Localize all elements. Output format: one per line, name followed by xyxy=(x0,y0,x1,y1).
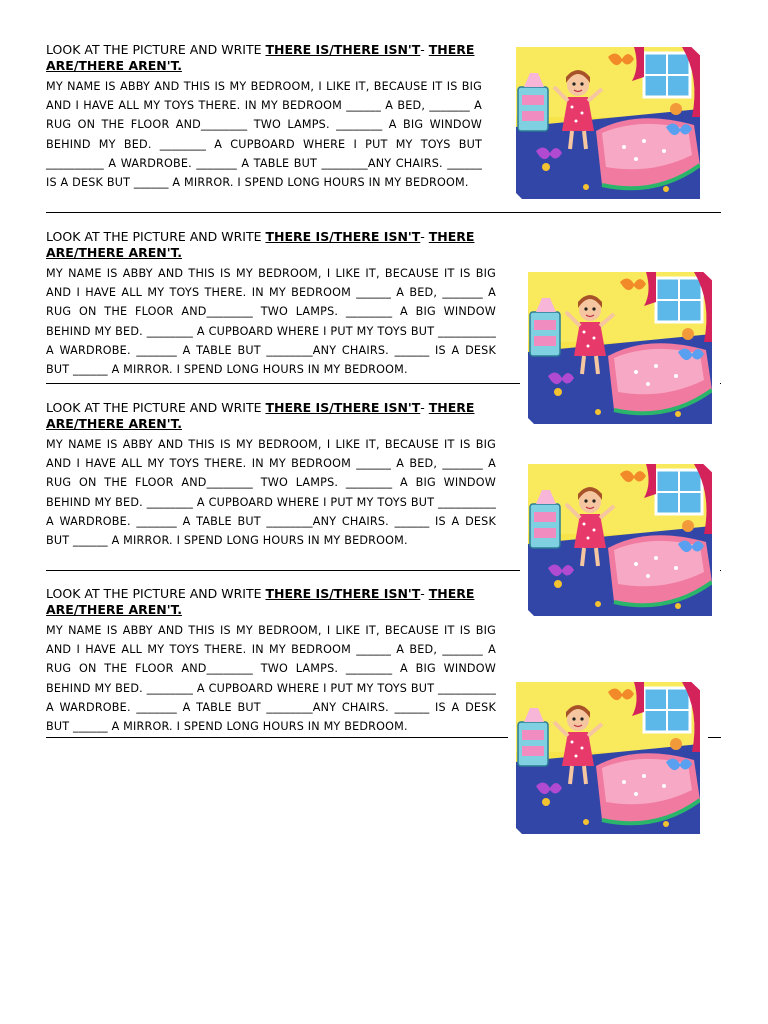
instruction-keyword-are: THERE ARE/THERE AREN'T. xyxy=(46,42,475,73)
instruction-4 xyxy=(46,586,482,618)
instruction-keyword-is: THERE IS/THERE ISN'T xyxy=(265,400,421,415)
exercise-paragraph-1: MY NAME IS ABBY AND THIS IS MY BEDROOM, I LIKE IT, BECAUSE IT IS BIG AND I HAVE ALL MY TOYS THERE. IN MY BEDROOM ______ A BED, _______ A RUG ON THE FLOOR AND________ TWO LAMPS. ________ A BIG WINDOW BEHIND MY BED. ________ A CUPBOARD WHERE I PUT MY TOYS BUT __________ A WARDROBE. _______ A TABLE BUT ________ANY CHAIRS. ______ IS A DESK BUT ______ A MIRROR. I SPEND LONG HOURS IN MY BEDROOM. xyxy=(46,80,482,190)
divider-1 xyxy=(46,212,721,213)
exercise-1 xyxy=(46,42,482,192)
instruction-lead: LOOK AT THE PICTURE AND WRITE xyxy=(46,586,266,601)
instruction-1 xyxy=(46,42,482,74)
instruction-lead: LOOK AT THE PICTURE AND WRITE xyxy=(46,400,266,415)
instruction-keyword-are: THERE ARE/THERE AREN'T. xyxy=(46,400,475,431)
instruction-lead: LOOK AT THE PICTURE AND WRITE xyxy=(46,229,266,244)
bedroom-illustration xyxy=(516,47,700,199)
exercise-3 xyxy=(46,400,496,550)
instruction-separator: - xyxy=(420,400,425,415)
instruction-keyword-is: THERE IS/THERE ISN'T xyxy=(265,42,421,57)
instruction-keyword-is: THERE IS/THERE ISN'T xyxy=(265,229,421,244)
instruction-keyword-are: THERE ARE/THERE AREN'T. xyxy=(46,229,475,260)
instruction-separator: - xyxy=(420,229,425,244)
instruction-3 xyxy=(46,400,496,432)
bedroom-illustration xyxy=(528,272,712,424)
instruction-separator: - xyxy=(420,42,425,57)
instruction-keyword-is: THERE IS/THERE ISN'T xyxy=(265,586,421,601)
instruction-2 xyxy=(46,229,496,261)
bedroom-picture-1 xyxy=(508,39,708,207)
exercise-paragraph-2: MY NAME IS ABBY AND THIS IS MY BEDROOM, I LIKE IT, BECAUSE IT IS BIG AND I HAVE ALL MY TOYS THERE. IN MY BEDROOM ______ A BED, _______ A RUG ON THE FLOOR AND________ TWO LAMPS. ________ A BIG WINDOW BEHIND MY BED. ________ A CUPBOARD WHERE I PUT MY TOYS BUT __________ A WARDROBE. _______ A TABLE BUT ________ANY CHAIRS. ______ IS A DESK BUT ______ A MIRROR. I SPEND LONG HOURS IN MY BEDROOM. xyxy=(46,267,496,377)
bedroom-picture-4 xyxy=(508,674,708,842)
instruction-lead: LOOK AT THE PICTURE AND WRITE xyxy=(46,42,266,57)
instruction-separator: - xyxy=(420,586,425,601)
exercise-paragraph-3: MY NAME IS ABBY AND THIS IS MY BEDROOM, I LIKE IT, BECAUSE IT IS BIG AND I HAVE ALL MY TOYS THERE. IN MY BEDROOM ______ A BED, _______ A RUG ON THE FLOOR AND________ TWO LAMPS. ________ A BIG WINDOW BEHIND MY BED. ________ A CUPBOARD WHERE I PUT MY TOYS BUT __________ A WARDROBE. _______ A TABLE BUT ________ANY CHAIRS. ______ IS A DESK BUT ______ A MIRROR. I SPEND LONG HOURS IN MY BEDROOM. xyxy=(46,438,496,548)
instruction-keyword-are: THERE ARE/THERE AREN'T. xyxy=(46,586,475,617)
bedroom-illustration xyxy=(516,682,700,834)
bedroom-picture-2 xyxy=(520,264,720,432)
exercise-paragraph-4: MY NAME IS ABBY AND THIS IS MY BEDROOM, I LIKE IT, BECAUSE IT IS BIG AND I HAVE ALL MY TOYS THERE. IN MY BEDROOM ______ A BED, _______ A RUG ON THE FLOOR AND________ TWO LAMPS. ________ A BIG WINDOW BEHIND MY BED. ________ A CUPBOARD WHERE I PUT MY TOYS BUT __________ A WARDROBE. _______ A TABLE BUT ________ANY CHAIRS. ______ IS A DESK BUT ______ A MIRROR. I SPEND LONG HOURS IN MY BEDROOM. xyxy=(46,624,496,734)
exercise-2 xyxy=(46,229,496,379)
